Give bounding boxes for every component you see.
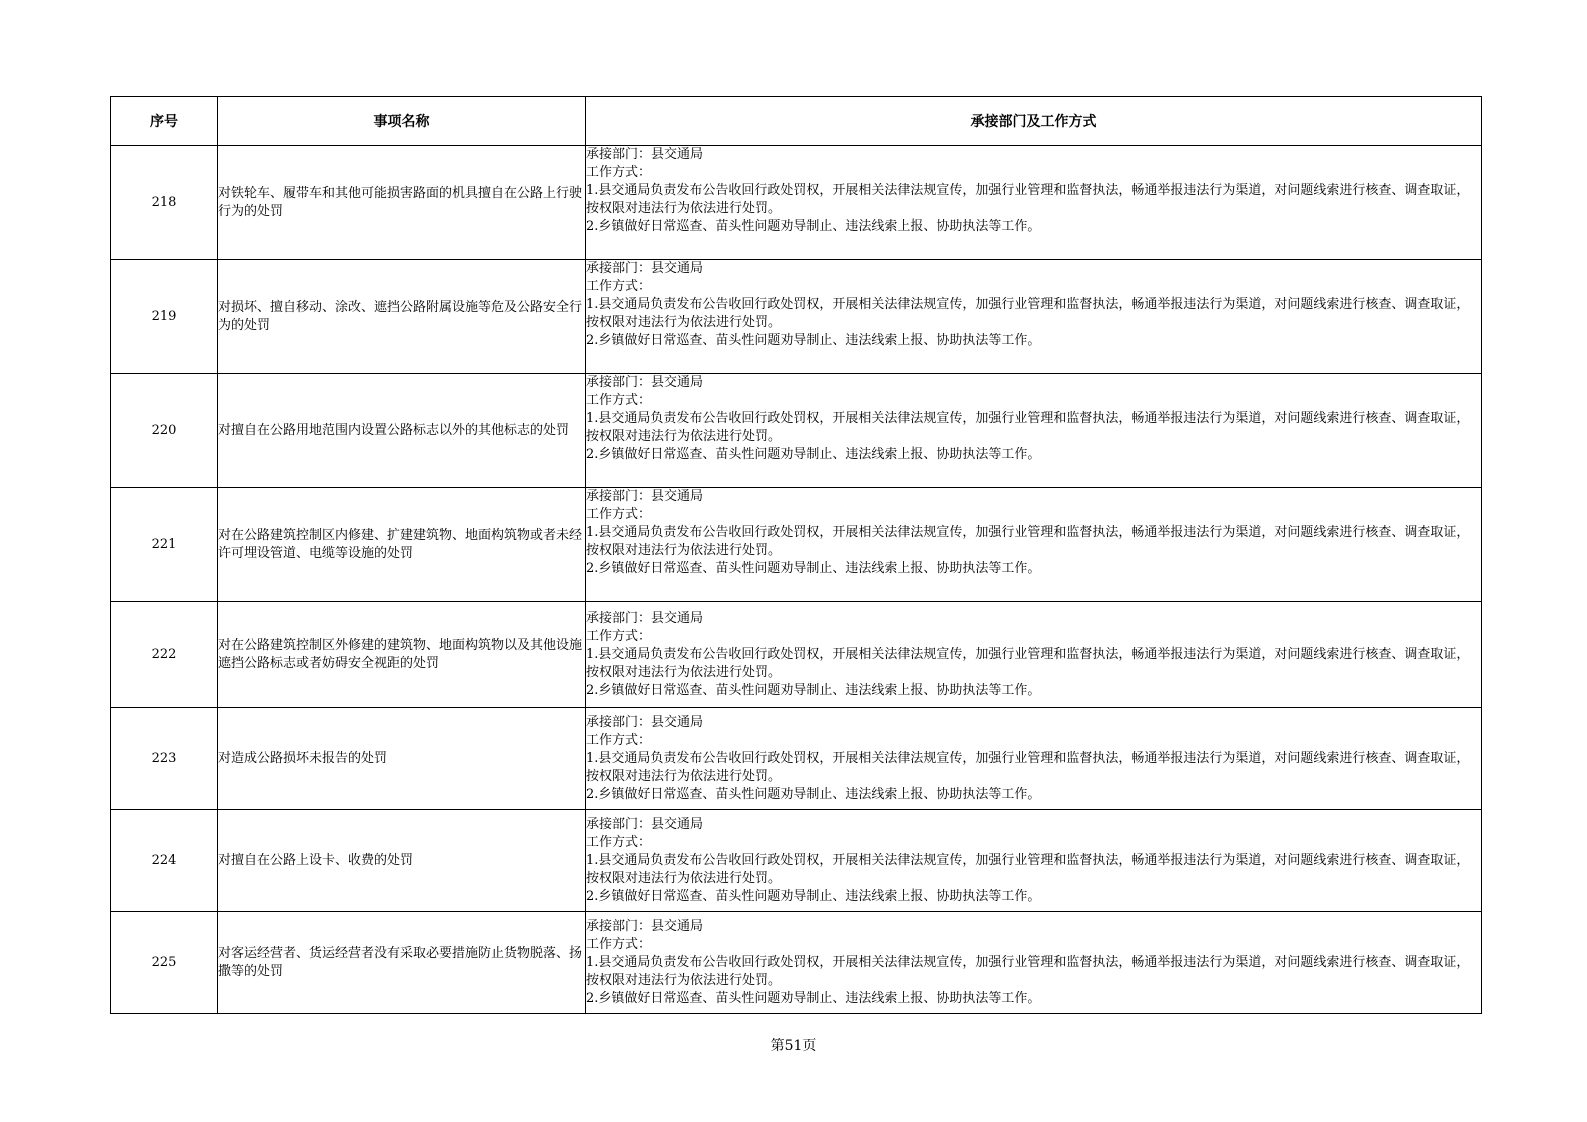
row-dept-method [586,260,1482,374]
table-row [111,260,1482,374]
method-item-1: 1.县交通局负责发布公告收回行政处罚权，开展相关法律法规宣传，加强行业管理和监督执法，畅通举报违法行为渠道，对问题线索进行核查、调查取证，按权限对违法行为依法进行处罚。 [586,853,1470,886]
method-item-1: 1.县交通局负责发布公告收回行政处罚权，开展相关法律法规宣传，加强行业管理和监督执法，畅通举报违法行为渠道，对问题线索进行核查、调查取证，按权限对违法行为依法进行处罚。 [586,647,1470,680]
row-item-name: 对在公路建筑控制区内修建、扩建建筑物、地面构筑物或者未经许可埋设管道、电缆等设施的处罚 [218,488,586,602]
method-label: 工作方式： [586,165,652,180]
row-dept-method [586,602,1482,708]
row-seq: 225 [111,912,218,1014]
row-seq: 218 [111,146,218,260]
method-label: 工作方式： [586,393,652,408]
table-row [111,708,1482,810]
method-label: 工作方式： [586,733,652,748]
dept-line: 承接部门：县交通局 [586,147,704,162]
row-dept-method [586,146,1482,260]
method-item-2: 2.乡镇做好日常巡查、苗头性问题劝导制止、违法线索上报、协助执法等工作。 [586,333,1041,348]
page-number: 第51页 [770,1038,817,1054]
header-dept: 承接部门及工作方式 [586,97,1482,146]
row-seq: 223 [111,708,218,810]
method-item-1: 1.县交通局负责发布公告收回行政处罚权，开展相关法律法规宣传，加强行业管理和监督执法，畅通举报违法行为渠道，对问题线索进行核查、调查取证，按权限对违法行为依法进行处罚。 [586,525,1470,558]
dept-line: 承接部门：县交通局 [586,817,704,832]
row-item-name: 对擅自在公路上设卡、收费的处罚 [218,810,586,912]
row-item-name: 对擅自在公路用地范围内设置公路标志以外的其他标志的处罚 [218,374,586,488]
method-item-2: 2.乡镇做好日常巡查、苗头性问题劝导制止、违法线索上报、协助执法等工作。 [586,561,1041,576]
method-item-1: 1.县交通局负责发布公告收回行政处罚权，开展相关法律法规宣传，加强行业管理和监督执法，畅通举报违法行为渠道，对问题线索进行核查、调查取证，按权限对违法行为依法进行处罚。 [586,183,1470,216]
method-label: 工作方式： [586,507,652,522]
table-row [111,374,1482,488]
method-item-2: 2.乡镇做好日常巡查、苗头性问题劝导制止、违法线索上报、协助执法等工作。 [586,787,1041,802]
table-row [111,602,1482,708]
method-label: 工作方式： [586,937,652,952]
dept-line: 承接部门：县交通局 [586,489,704,504]
dept-line: 承接部门：县交通局 [586,375,704,390]
dept-line: 承接部门：县交通局 [586,261,704,276]
method-item-2: 2.乡镇做好日常巡查、苗头性问题劝导制止、违法线索上报、协助执法等工作。 [586,683,1041,698]
items-table [110,96,1482,1014]
dept-line: 承接部门：县交通局 [586,715,704,730]
row-item-name: 对造成公路损坏未报告的处罚 [218,708,586,810]
dept-line: 承接部门：县交通局 [586,611,704,626]
table-row [111,810,1482,912]
row-dept-method [586,912,1482,1014]
method-label: 工作方式： [586,279,652,294]
table-header-row [111,97,1482,146]
method-item-2: 2.乡镇做好日常巡查、苗头性问题劝导制止、违法线索上报、协助执法等工作。 [586,219,1041,234]
row-dept-method [586,488,1482,602]
row-item-name: 对损坏、擅自移动、涂改、遮挡公路附属设施等危及公路安全行为的处罚 [218,260,586,374]
method-item-1: 1.县交通局负责发布公告收回行政处罚权，开展相关法律法规宣传，加强行业管理和监督执法，畅通举报违法行为渠道，对问题线索进行核查、调查取证，按权限对违法行为依法进行处罚。 [586,751,1470,784]
row-seq: 219 [111,260,218,374]
header-name: 事项名称 [218,97,586,146]
row-dept-method [586,374,1482,488]
method-label: 工作方式： [586,835,652,850]
method-item-2: 2.乡镇做好日常巡查、苗头性问题劝导制止、违法线索上报、协助执法等工作。 [586,447,1041,462]
row-seq: 224 [111,810,218,912]
row-seq: 222 [111,602,218,708]
row-dept-method [586,708,1482,810]
row-item-name: 对在公路建筑控制区外修建的建筑物、地面构筑物以及其他设施遮挡公路标志或者妨碍安全视距的处罚 [218,602,586,708]
table-row [111,488,1482,602]
method-label: 工作方式： [586,629,652,644]
row-seq: 221 [111,488,218,602]
dept-line: 承接部门：县交通局 [586,919,704,934]
method-item-2: 2.乡镇做好日常巡查、苗头性问题劝导制止、违法线索上报、协助执法等工作。 [586,991,1041,1006]
method-item-2: 2.乡镇做好日常巡查、苗头性问题劝导制止、违法线索上报、协助执法等工作。 [586,889,1041,904]
row-item-name: 对铁轮车、履带车和其他可能损害路面的机具擅自在公路上行驶行为的处罚 [218,146,586,260]
row-seq: 220 [111,374,218,488]
table-row [111,912,1482,1014]
method-item-1: 1.县交通局负责发布公告收回行政处罚权，开展相关法律法规宣传，加强行业管理和监督执法，畅通举报违法行为渠道，对问题线索进行核查、调查取证，按权限对违法行为依法进行处罚。 [586,411,1470,444]
method-item-1: 1.县交通局负责发布公告收回行政处罚权，开展相关法律法规宣传，加强行业管理和监督执法，畅通举报违法行为渠道，对问题线索进行核查、调查取证，按权限对违法行为依法进行处罚。 [586,297,1470,330]
method-item-1: 1.县交通局负责发布公告收回行政处罚权，开展相关法律法规宣传，加强行业管理和监督执法，畅通举报违法行为渠道，对问题线索进行核查、调查取证，按权限对违法行为依法进行处罚。 [586,955,1470,988]
row-item-name: 对客运经营者、货运经营者没有采取必要措施防止货物脱落、扬撒等的处罚 [218,912,586,1014]
table-row [111,146,1482,260]
header-seq: 序号 [111,97,218,146]
row-dept-method [586,810,1482,912]
